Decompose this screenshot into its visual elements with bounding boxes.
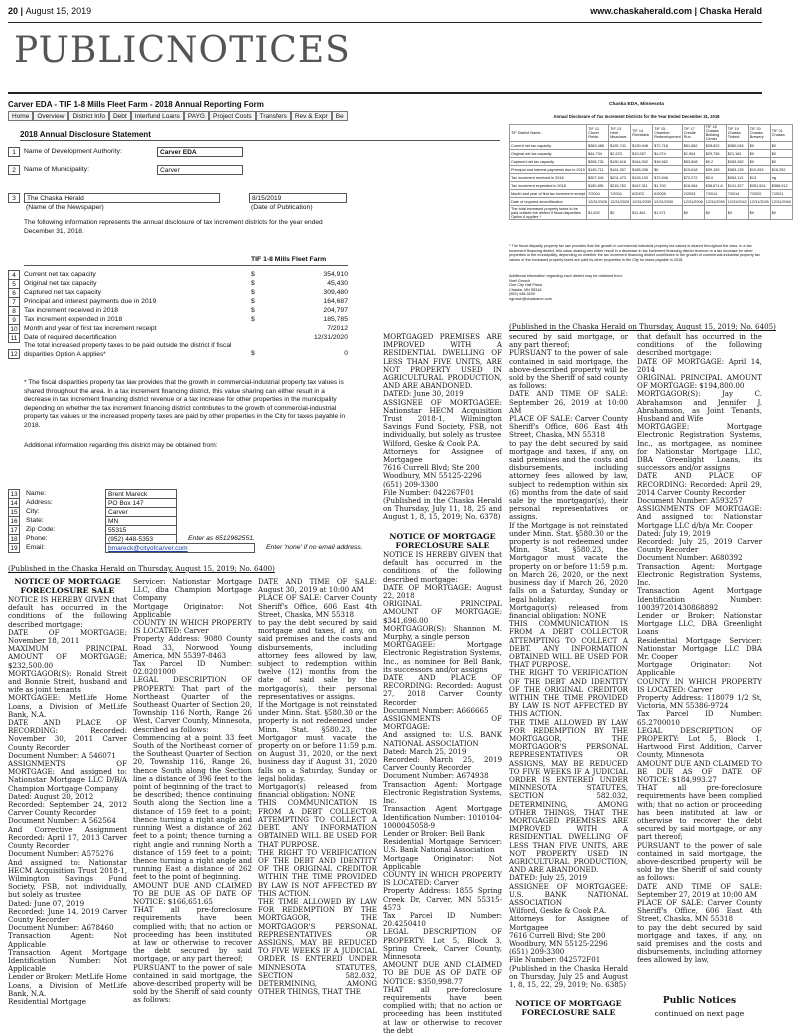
current-net-tax-capacity-label: Current net tax capacity: [24, 271, 96, 278]
intro-text: The following information represents the annual disclosure of tax increment districts for the year ended December 31, 2018.: [24, 219, 323, 235]
first-receipt-value: 7/2012: [327, 325, 348, 332]
table-cell: $145,711: [587, 166, 609, 174]
table-cell: $11,461: [631, 206, 653, 220]
table-cell: $28,822: [704, 142, 726, 150]
currency-symbol: $: [251, 289, 255, 296]
captured-net-tax-capacity-label: Captured net tax capacity: [24, 289, 102, 296]
table-cell: Original net tax capacity: [510, 150, 587, 158]
page-header: 20 | August 15, 2019 www.chaskaherald.com | Chaska Herald: [8, 6, 762, 16]
table-cell: $0.2: [704, 158, 726, 166]
table-row: [510, 182, 793, 190]
table-cell: $1,971: [653, 206, 683, 220]
table-cell: $164,302: [631, 158, 653, 166]
principal-interest-label: Principal and interest payments due in 2019: [24, 298, 157, 305]
table-cell: $51,582: [682, 142, 704, 150]
table-cell: 7/2004: [587, 190, 609, 198]
tab-rev-expr[interactable]: Rev & Expr: [291, 111, 332, 121]
table-cell: Tax increment received in 2018: [510, 174, 587, 182]
line-number: 10: [8, 324, 20, 334]
table-cell: $39,159: [704, 166, 726, 174]
statement-rule: [20, 140, 500, 141]
statement-title: 2018 Annual Disclosure Statement: [20, 130, 151, 139]
table-cell: $0: [770, 206, 792, 220]
tab-be[interactable]: Be: [332, 111, 348, 121]
table-row: [510, 150, 793, 158]
table-row: [510, 174, 793, 182]
table-cell: 6/2005: [653, 190, 683, 198]
column-header: TIF District Name:: [510, 125, 587, 142]
district-name: TIF 1-8 Mills Fleet Farm: [251, 256, 327, 263]
line-number: 13: [8, 489, 20, 499]
line-number: 14: [8, 498, 20, 508]
table-cell: Tax increment expended in 2018: [510, 182, 587, 190]
notice-column: NOTICE IS HEREBY GIVEN that default has occurred in the conditions of the following described mortgage: DATE OF MORTGAGE: August 22, 2018 ORIGINAL PRINCIPAL AMOUNT OF MORTGAGE: $341,696.00 MORTGAGOR(S): Shannon M. Murphy, a single person MORTGAGEE: Mortgage Electronic Registration Systems, Inc., as nominee for Bell Bank, its successors and/or assigns DATE AND PLACE OF RECORDING: Recorded: August 27, 2018 Carver County Recorder Document Number: A666665 ASSIGNMENTS OF MORTGAGE: And assigned to: U.S. BANK NATIONAL ASSOCIATION Dated: March 25, 2019 Recorded: March 25, 2019 Carver County Recorder Document Number: A674938 Transaction Agent: Mortgage Electronic Registration Systems, Inc. Transaction Agent Mortgage Identification Number: 1010104-1000045058-9 Lender or Broker: Bell Bank Residential Mortgage Servicer: U.S. Bank National Association Mortgage Originator: Not Applicable COUNTY IN WHICH PROPERTY IS LOCATED: Carver Property Address: 1855 Spring Creek Dr, Carver, MN 55315-4573 Tax Parcel ID Number: 20.4250410 LEGAL DESCRIPTION OF PROPERTY: Lot 5, Block 3, Spring Creek, Carver County, Minnesota AMOUNT DUE AND CLAIMED TO BE DUE AS OF DATE OF NOTICE: $350,998.77 THAT all pre-foreclosure requirements have been complied with; that no action or proceeding has been instituted at law or otherwise to recover the debt: [383, 550, 502, 1035]
table-cell: $0: [770, 142, 792, 150]
email-hint: Enter 'none' if no email address.: [266, 544, 363, 551]
publication-note: (Published in the Chaska Herald on Thursday, August 15, 2019; No. 6405): [509, 322, 776, 331]
table-cell: $190,518: [609, 158, 631, 166]
table-cell: $0: [726, 206, 748, 220]
contact-address-field[interactable]: PO Box 147: [105, 498, 177, 508]
table-cell: Principal and interest payments due in 2019: [511, 167, 585, 172]
currency-symbol: $: [251, 307, 255, 314]
table-cell: Captured net tax capacity: [510, 158, 587, 166]
captured-net-tax-capacity-value: 309,480: [323, 289, 348, 296]
contact-name-field[interactable]: Brent Mareck: [105, 489, 177, 499]
table-contact: Additional information regarding each district may be obtained from: Noel Grosch One City Hall Plaza Chaska, MN 55318 (952) 448-9200 ngrosch@chaskamn.com: [509, 274, 623, 301]
table-cell: $0: [748, 142, 770, 150]
column-header: TIF 14 Riverbank: [631, 125, 653, 142]
continued-note: continued on next page: [654, 1009, 745, 1018]
table-cell: $0: [748, 150, 770, 158]
tab-district-info[interactable]: District Info: [68, 111, 109, 121]
table-row: [510, 198, 793, 206]
table-cell: 12/31/2045: [749, 199, 769, 204]
notice-title: NOTICE OF MORTGAGE FORECLOSURE SALE: [14, 577, 121, 595]
tab-debt[interactable]: Debt: [109, 111, 131, 121]
increment-received-label: Tax increment received in 2018: [24, 307, 119, 314]
table-row: [510, 190, 793, 198]
column-header: TIF 20 Chaska Brewery: [748, 125, 770, 142]
table-cell: 12/31/2042: [727, 199, 747, 204]
line-number: 8: [8, 306, 20, 316]
dev-authority-label: Name of Development Authority:: [24, 148, 122, 155]
table-cell: $16,252: [770, 166, 792, 174]
table-row: [510, 166, 793, 174]
currency-symbol: $: [251, 316, 255, 323]
notice-column: secured by said mortgage, or any part thereof; PURSUANT to the power of sale contained in said mortgage, the above-described property will be sold by the Sheriff of said county as follows: DATE AND TIME OF SALE: September 26, 2019 at 10:00 AM PLACE OF SALE: Carver County Sheriff's Office, 606 East 4th Street, Chaska, MN 55318 to pay the debt secured by said mortgage and taxes, if any, on said premises and the costs and disbursements, including attorney fees allowed by law, subject to redemption within six (6) months from the date of said sale by the mortgagor(s), their personal representatives or assigns. If the Mortgage is not reinstated under Minn. Stat. §580.30 or the property is not redeemed under Minn. Stat. §580.23, the Mortgagor must vacate the property on or before 11:59 p.m. on March 26, 2020, or the next business day if March 26, 2020 falls on a Saturday, Sunday or legal holiday. Mortgagor(s) released from financial obligation: NONE THIS COMMUNICATION IS FROM A DEBT COLLECTOR ATTEMPTING TO COLLECT A DEBT. ANY INFORMATION OBTAINED WILL BE USED FOR THAT PURPOSE. THE RIGHT TO VERIFICATION OF THE DEBT AND IDENTITY OF THE ORIGINAL CREDITOR WITHIN THE TIME PROVIDED BY LAW IS NOT AFFECTED BY THIS ACTION. THE TIME ALLOWED BY LAW FOR REDEMPTION BY THE MORTGAGOR, THE MORTGAGOR'S PERSONAL REPRESENTATIVES OR ASSIGNS, MAY BE REDUCED TO FIVE WEEKS IF A JUDICIAL ORDER IS ENTERED UNDER MINNESOTA STATUTES, SECTION 582.032, DETERMINING, AMONG OTHER THINGS, THAT THE MORTGAGED PREMISES ARE IMPROVED WITH A RESIDENTIAL DWELLING OF LESS THAN FIVE UNITS, ARE NOT PROPERTY USED IN AGRICULTURAL PRODUCTION, AND ARE ABANDONED. DATED: July 25, 2019 ASSIGNEE OF MORTGAGEE: U.S. BANK NATIONAL ASSOCIATION Wilford, Geske & Cook P.A. Attorneys for Assignee of Mortgagee 7616 Currell Blvd; Ste 200 Woodbury, MN 55125-2296 (651) 209-3300 File Number: 042572F01 (Published in the Chaska Herald on Thursday, July 25 and August 1, 8, 15, 22, 29, 2019; No. 6385): [509, 332, 628, 990]
publication-date-label: (Date of Publication): [251, 204, 313, 211]
table-cell: Current net tax capacity: [510, 142, 587, 150]
current-net-tax-capacity-value: 354,910: [323, 271, 348, 278]
contact-zip-label: Zip Code:: [26, 526, 56, 533]
tab-interfund-loans[interactable]: Interfund Loans: [131, 111, 184, 121]
column-header: TIF 15 Chamber Redevelopment: [653, 125, 683, 142]
notice-column: Servicer: Nationstar Mortgage LLC, dba Champion Mortgage Company Mortgage Originator: Not Applicable COUNTY IN WHICH PROPERTY IS LOCATED: Carver Property Address: 9080 County Road 33, Norwood Young America, MN 55397-8463 Tax Parcel ID Number: 02.0201000 LEGAL DESCRIPTION OF PROPERTY: That part of the Northeast Quarter of the Southeast Quarter of Section 20, Township 116 North, Range 26 West, Carver County, Minnesota, described as follows: Commencing at a point 33 feet South of the Northeast corner of the Southeast Quarter of Section 20, Township 116, Range 26, thence South along the Section line a distance of 396 feet to the point of beginning of the tract to be described; thence continuing South along the Section line a distance of 159 feet to a point; thence turning a right angle and running West a distance of 262 feet to a point; thence turning a right angle and running North a distance of 159 feet to a point; thence turning a right angle and running East a distance of 262 feet to the point of beginning. AMOUNT DUE AND CLAIMED TO BE DUE AS OF DATE OF NOTICE: $166,651.65 THAT all pre-foreclosure requirements have been complied with; that no action or proceeding has been instituted at law or otherwise to recover the debt secured by said mortgage, or any part thereof; PURSUANT to the power of sale contained in said mortgage, the above-described property will be sold by the Sheriff of said county as follows:: [133, 577, 253, 1005]
column-header: TIF 19 Chaska Trident: [726, 125, 748, 142]
table-cell: $44,734: [587, 150, 609, 158]
notice-column: that default has occurred in the conditions of the following described mortgage: DATE OF MORTGAGE: April 14, 2014 ORIGINAL PRINCIPAL AMOUNT OF MORTGAGE: $194,800.00 MORTGAGOR(S): Jay C. Abrahamson and Jennifer J. Abrahamson, as Joint Tenants, Husband and Wife MORTGAGEE: Mortgage Electronic Registration Systems, Inc., as mortgagee, as nominee for Nationstar Mortgage LLC, DBA Greenlight Loans, its successors and/or assigns DATE AND PLACE OF RECORDING: Recorded: April 29, 2014 Carver County Recorder Document Number: A593257 ASSIGNMENTS OF MORTGAGE: And assigned to: Nationstar Mortgage LLC d/b/a Mr. Cooper Dated: July 19, 2019 Recorded: July 25, 2019 Carver County Recorder Document Number: A680392 Transaction Agent: Mortgage Electronic Registration Systems, Inc. Transaction Agent Mortgage Identification Number: 100397201430868892 Lender or Broker: Nationstar Mortgage LLC, DBA Greenlight Loans Residential Mortgage Servicer: Nationstar Mortgage LLC DBA Mr. Cooper Mortgage Originator: Not Applicable COUNTY IN WHICH PROPERTY IS LOCATED: Carver Property Address: 118079 1/2 St, Victoria, MN 55386-9724 Tax Parcel ID Number: 65.2700010 LEGAL DESCRIPTION OF PROPERTY: Lot 5, Block 1, Hartwood First Addition, Carver County, Minnesota AMOUNT DUE AND CLAIMED TO BE DUE AS OF DATE OF NOTICE: $184,993.27 THAT all pre-foreclosure requirements have been complied with; that no action or proceeding has been instituted at law or otherwise to recover the debt secured by said mortgage, or any part thereof; PURSUANT to the power of sale contained in said mortgage, the above-described property will be sold by the Sheriff of said county as follows: DATE AND TIME OF SALE: September 27, 2019 at 10:00 AM PLACE OF SALE: Carver County Sheriff's Office, 606 East 4th Street, Chaska, MN 55318 to pay the debt secured by said mortgage and taxes, if any, on said premises and the costs and disbursements, including attorney fees allowed by law,: [637, 332, 762, 965]
table-cell: 7/2014: [726, 190, 748, 198]
line-number: 7: [8, 297, 20, 307]
table-cell: $192,741: [609, 142, 631, 150]
line-number: 17: [8, 525, 20, 535]
column-header: TIF 13 Herb Meadows: [609, 125, 631, 142]
line-number: 11: [8, 333, 20, 343]
table-cell: $281,524: [748, 182, 770, 190]
table-cell: $0: [748, 206, 770, 220]
line-number: 12: [8, 349, 20, 359]
fiscal-disparities-label: The total increased property taxes to be paid outside the district if fiscal disparities Option A applies*: [24, 342, 232, 358]
table-cell: $284,113: [726, 174, 748, 182]
table-cell: 7/2004: [609, 190, 631, 198]
decertification-label: Date of required decertification: [24, 334, 117, 341]
table-cell: $10,493: [748, 166, 770, 174]
currency-symbol: $: [251, 298, 255, 305]
table-cell: $72,718: [653, 142, 683, 150]
table-cell: 12/31/2039: [705, 199, 725, 204]
table-cell: $19,267: [631, 150, 653, 158]
table-cell: ng: [770, 174, 792, 182]
fiscal-disparities-value: 0: [344, 350, 348, 357]
table-cell: $383,135: [726, 166, 748, 174]
line-number: 15: [8, 507, 20, 517]
table-cell: 7/2014: [704, 190, 726, 198]
tab-project-costs[interactable]: Project Costs: [209, 111, 256, 121]
table-row: [510, 142, 793, 150]
table-cell: $38,871.8: [704, 182, 726, 190]
notice-title: NOTICE OF MORTGAGE FORECLOSURE SALE: [389, 532, 496, 550]
table-cell: $19,618: [682, 166, 704, 174]
table-row: [510, 206, 793, 220]
tab-transfers[interactable]: Transfers: [256, 111, 291, 121]
header-rule: [8, 22, 762, 23]
table-cell: $21,181: [726, 150, 748, 158]
tif-district-table: [509, 124, 793, 220]
publication-date-field[interactable]: 8/15/2019: [249, 193, 347, 203]
table-cell: $1,700: [653, 182, 683, 190]
table-cell: 2/2003: [682, 190, 704, 198]
municipality-field[interactable]: Carver: [157, 165, 243, 175]
phone-hint: Enter as 6512962551.: [188, 535, 255, 542]
table-cell: Month and year of first tax increment receipt: [511, 191, 586, 196]
table-cell: 7/2020: [748, 190, 770, 198]
municipality-label: Name of Municipality:: [24, 166, 89, 173]
table-footnote: * The fiscal disparity property tax law provides that the growth in commercial-industrial property tax values is shared throughout the area. In a tax increment financing district, this value sharing can either result in a decrease in tax increment financing district revenue or a tax increase for other properties in the municipality, depending on whether the tax increment financing district contributes to the growth of commercial-industrial property tax values or the increased property taxes are paid by other properties in the City for taxes payable in 2018.: [509, 244, 760, 262]
masthead-rule: [8, 92, 762, 94]
continued-title: Public Notices: [662, 996, 737, 1006]
contact-phone-label: Phone:: [26, 535, 48, 542]
fiscal-disparities-note: * The fiscal disparities property tax law provides that the growth in commercial-industrial property tax values is shared throughout the area. In a tax increment financing district, this value sharing can either result in a decrease in tax increment financing district revenue or a tax increase for other properties in the municipality depending on whether the tax increment financing district contributes to the growth of commercial-industrial property tax values or the increased property taxes are paid by other properties in the City for taxes payable in 2018.: [24, 379, 346, 429]
currency-symbol: $: [251, 271, 255, 278]
line-number: 5: [8, 279, 20, 289]
table-cell: $0: [770, 150, 792, 158]
first-receipt-label: Month and year of first tax increment receipt: [24, 325, 157, 332]
contact-state-label: State:: [26, 517, 44, 524]
table-cell: $13: [748, 174, 770, 182]
decertification-value: 12/31/2020: [313, 334, 348, 341]
table-cell: $72,946: [653, 174, 683, 182]
contact-zip-field[interactable]: 55315: [105, 525, 177, 535]
publication-note: (Published in the Chaska Herald on Thursday, August 15, 2019; No. 6400): [8, 564, 275, 573]
line-number: 4: [8, 270, 20, 280]
dev-authority-field[interactable]: Carver EDA: [157, 147, 243, 157]
tab-overview[interactable]: Overview: [33, 111, 68, 121]
contact-address-label: Address:: [26, 499, 53, 506]
table-cell: $161,307: [609, 166, 631, 174]
line-number: 1: [8, 147, 20, 157]
district-rule: [24, 265, 348, 266]
table-cell: 12/31/2046: [771, 199, 791, 204]
contact-state-field[interactable]: MN: [105, 516, 177, 526]
contact-email-label: Email:: [26, 544, 45, 551]
table-cell: $0: [770, 158, 792, 166]
table-row: [510, 158, 793, 166]
table-cell: $308,731: [587, 158, 609, 166]
table-cell: $380,045: [726, 142, 748, 150]
contact-city-field[interactable]: Carver: [105, 507, 177, 517]
table-cell: $0: [653, 166, 683, 174]
contact-phone-field[interactable]: (952) 448-5353: [105, 534, 177, 544]
table-cell: 12/31/2029: [610, 199, 630, 204]
column-header: TIF 12 Clover Fields: [587, 125, 609, 142]
table-cell: $72,272: [682, 174, 704, 182]
table-cell: $126,193: [631, 174, 653, 182]
line-number: 2: [8, 165, 20, 175]
principal-interest-value: 164,687: [323, 298, 348, 305]
table-cell: 12/31/2006: [683, 199, 703, 204]
form-tabs: [8, 111, 504, 121]
table-cell: $150,851: [587, 182, 609, 190]
table-cell: $201,473: [609, 174, 631, 182]
table-cell: $16,962: [653, 158, 683, 166]
table-cell: $16,064: [682, 182, 704, 190]
table-cell: $283,282: [726, 158, 748, 166]
contact-email-field[interactable]: bmareck@cityofcarver.com: [105, 543, 255, 553]
notice-title: NOTICE OF MORTGAGE FORECLOSURE SALE: [515, 999, 622, 1017]
newspaper-field[interactable]: The Chaska Herald: [24, 193, 220, 203]
line-number: 19: [8, 543, 20, 553]
table-cell: $307,341: [587, 174, 609, 182]
column-header: TIF 17 Crestle Run: [682, 125, 704, 142]
table-cell: $0: [609, 206, 631, 220]
masthead: PUBLICNOTICES: [14, 30, 351, 71]
tab-payg[interactable]: PAYG: [184, 111, 209, 121]
line-number: 16: [8, 516, 20, 526]
page-number: 20: [8, 6, 19, 16]
table-cell: $0: [704, 206, 726, 220]
table-cell: Date of required decertification: [510, 198, 587, 206]
original-net-tax-capacity-label: Original net tax capacity: [24, 280, 97, 287]
currency-symbol: $: [251, 280, 255, 287]
contact-name-label: Name:: [26, 490, 47, 497]
increment-received-value: 204,797: [323, 307, 348, 314]
table-cell: $0: [682, 206, 704, 220]
table-cell: 12/31/2030: [653, 198, 683, 206]
table-cell: $53,608: [682, 158, 704, 166]
table-cell: $1,632: [587, 206, 609, 220]
table-cell: $167,311: [631, 182, 653, 190]
issue-date: August 15, 2019: [25, 6, 92, 16]
line-number: 3: [8, 193, 20, 203]
currency-symbol: $: [251, 350, 255, 357]
table-cell: $29,736: [704, 150, 726, 158]
table-cell: $130,948: [631, 142, 653, 150]
increment-expended-label: Tax increment expended in 2018: [24, 316, 123, 323]
table-cell: 6/2003: [631, 190, 653, 198]
table-header-row: [510, 125, 793, 142]
table-cell: $0: [748, 158, 770, 166]
table-heading: Chaska EDA, Minnesota: [609, 102, 664, 107]
tab-home[interactable]: Home: [8, 111, 33, 121]
site-name[interactable]: www.chaskaherald.com | Chaska Herald: [590, 6, 762, 16]
increment-expended-value: 185,785: [323, 316, 348, 323]
additional-info-text: Additional information regarding this district may be obtained from:: [24, 442, 218, 449]
column-header: TIF 18 Chaska Building Center: [704, 125, 726, 142]
table-cell: $185,338: [631, 166, 653, 174]
line-number: 18: [8, 534, 20, 544]
table-cell: $388,912: [770, 182, 792, 190]
table-cell: $1,074: [653, 150, 683, 158]
line-number: 9: [8, 315, 20, 325]
table-cell: 7/2021: [770, 190, 792, 198]
table-cell: $1,904: [682, 150, 704, 158]
table-cell: The total increased property taxes to be paid outside the district if fiscal disparities Option A applies *: [510, 206, 587, 220]
form-title: Carver EDA - TIF 1-8 Mills Fleet Farm - 2018 Annual Reporting Form: [8, 100, 264, 109]
table-cell: $101,327: [726, 182, 748, 190]
line-number: 6: [8, 288, 20, 298]
contact-city-label: City:: [26, 508, 40, 515]
notice-column: NOTICE IS HEREBY GIVEN that default has occurred in the conditions of the following described mortgage: DATE OF MORTGAGE: November 18, 2011 MAXIMUM PRINCIPAL AMOUNT OF MORTGAGE: $232,500.00 MORTGAGOR(S): Ronald Streit and Bonnie Streit, husband and wife as joint tenants MORTGAGEE: MetLife Home Loans, a Division of MetLife Bank, N.A. DATE AND PLACE OF RECORDING: Recorded: November 30, 2011 Carver County Recorder Document Number: A 546071 ASSIGNMENTS OF MORTGAGE: And assigned to: Nationstar Mortgage LLC D/B/A Champion Mortgage Company Dated: August 20, 2012 Recorded: September 24, 2012 Carver County Recorder Document Number: A 562564 And Corrective Assignment Recorded: April 17, 2013 Carver County Recorder Document Number: A575276 And assigned to: Nationstar HECM Acquisition Trust 2018-1, Wilmington Savings Fund Society, FSB, not individually, but solely as trustee Dated: June 07, 2019 Recorded: June 14, 2019 Carver County Recorder Document Number: A678460 Transaction Agent: Not Applicable Transaction Agent Mortgage Identification Number: Not Applicable Lender or Broker: MetLife Home Loans, a Division of MetLife Bank, N.A. Residential Mortgage: [8, 595, 127, 1006]
table-cell: $215,762: [609, 182, 631, 190]
table-cell: $0.0: [704, 174, 726, 182]
notice-column: DATE AND TIME OF SALE: August 30, 2019 at 10:00 AM PLACE OF SALE: Carver County Sheriff's Office, 606 East 4th Street, Chaska, MN 55318 to pay the debt secured by said mortgage and taxes, if any, on said premises and the costs and disbursements, including attorney fees allowed by law, subject to redemption within twelve (12) months from the date of said sale by the mortgagor(s), their personal representatives or assigns. If the Mortgage is not reinstated under Minn. Stat. §580.30 or the property is not redeemed under Minn. Stat. §580.23, the Mortgagor must vacate the property on or before 11:59 p.m. on August 31, 2020, or the next business day if August 31, 2020 falls on a Saturday, Sunday or legal holiday. Mortgagor(s) released from financial obligation: NONE THIS COMMUNICATION IS FROM A DEBT COLLECTOR ATTEMPTING TO COLLECT A DEBT. ANY INFORMATION OBTAINED WILL BE USED FOR THAT PURPOSE. THE RIGHT TO VERIFICATION OF THE DEBT AND IDENTITY OF THE ORIGINAL CREDITOR WITHIN THE TIME PROVIDED BY LAW IS NOT AFFECTED BY THIS ACTION. THE TIME ALLOWED BY LAW FOR REDEMPTION BY THE MORTGAGOR, THE MORTGAGOR'S PERSONAL REPRESENTATIVES OR ASSIGNS, MAY BE REDUCED TO FIVE WEEKS IF A JUDICIAL ORDER IS ENTERED UNDER MINNESOTA STATUTES, SECTION 582.032, DETERMINING, AMONG OTHER THINGS, THAT THE: [258, 577, 377, 997]
table-cell: 12/31/2030: [632, 199, 652, 204]
table-cell: $363,465: [587, 142, 609, 150]
column-header: TIF 21 Chaska: [770, 125, 792, 142]
original-net-tax-capacity-value: 45,430: [327, 280, 348, 287]
notice-column: MORTGAGED PREMISES ARE IMPROVED WITH A RESIDENTIAL DWELLING OF LESS THAN FIVE UNITS, ARE NOT PROPERTY USED IN AGRICULTURAL PRODUCTION, AND ARE ABANDONED. DATED: June 30, 2019 ASSIGNEE OF MORTGAGEE: Nationstar HECM Acquisition Trust 2018-1, Wilmington Savings Fund Society, FSB, not individually, but solely as trustee Wilford, Geske & Cook P.A. Attorneys for Assignee of Mortgagee 7616 Currell Blvd; Ste 200 Woodbury, MN 55125-2296 (651) 209-3300 File Number: 042267F01 (Published in the Chaska Herald on Thursday, July 11, 18, 25 and August 1, 8, 15, 2019; No. 6378): [383, 332, 502, 522]
table-subheading: Annual Disclosure of Tax Increment Districts for the Year Ended December 31, 2018: [553, 114, 720, 119]
table-cell: $2,223: [609, 150, 631, 158]
table-cell: 12/31/2026: [588, 199, 608, 204]
newspaper-label: (Name of the Newspaper): [26, 204, 104, 211]
